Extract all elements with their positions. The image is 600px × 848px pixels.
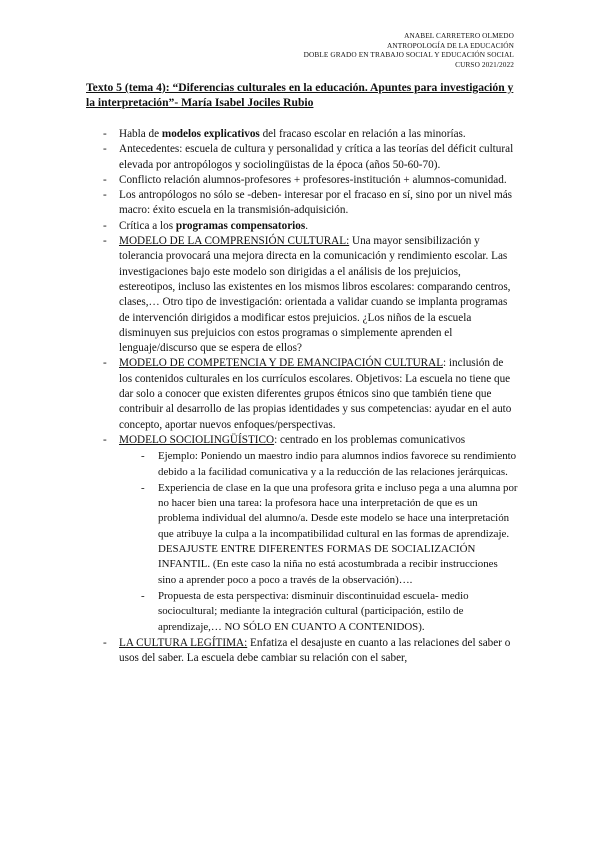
header-author: ANABEL CARRETERO OLMEDO [404, 31, 514, 40]
notes-list [86, 127, 518, 666]
sub-list-item: - Experiencia de clase en la que una profesora grita e incluso pega a una alumna por no hacer bien una tarea: la profesora hace una interpretación de que es un problema individual del alumno/a. Desde este modelo se hace una interpretación que atribuye la culpa a la incompatibilidad cultural en las formas de aprendizaje. DESAJUSTE ENTRE DIFERENTES FORMAS DE SOCIALIZACIÓN INFANTIL. (En este caso la niña no está acostumbrada a recibir instrucciones sino a aprender poco a poco a través de la observación)…. [86, 481, 518, 588]
header-degree: DOBLE GRADO EN TRABAJO SOCIAL Y EDUCACIÓN SOCIAL [303, 50, 514, 60]
document-title: Texto 5 (tema 4): “Diferencias culturales en la educación. Apuntes para investigación y la interpretación”- María Isabel Jociles Rubio [86, 81, 514, 109]
list-item: - Los antropólogos no sólo se -deben- interesar por el fracaso en sí, sino por un nivel más macro: éxito escuela en la transmisión-adquisición. [86, 188, 518, 219]
list-item-cultura-legitima: - LA CULTURA LEGÍTIMA: Enfatiza el desajuste en cuanto a las relaciones del saber o usos del saber. La escuela debe cambiar su relación con el saber, [86, 636, 518, 667]
model-heading: MODELO DE LA COMPRENSIÓN CULTURAL: [119, 235, 350, 248]
sub-list-item: - Propuesta de esta perspectiva: disminuir discontinuidad escuela- medio sociocultural; mediante la integración cultural (participación, estilo de aprendizaje,… NO SÓLO EN CUANTO A CONTENIDOS). [86, 589, 518, 635]
header-subject: ANTROPOLOGÍA DE LA EDUCACIÓN [386, 40, 514, 50]
list-item-comprension-cultural: - MODELO DE LA COMPRENSIÓN CULTURAL: Una mayor sensibilización y tolerancia provocará una mejora directa en la comunicación y rendimiento escolar. Las investigaciones bajo este modelo son dirigidas a el análisis de los prejuicios, estereotipos, incluso las existentes en los mismos libros escolares: comparando centros, clases,… Otro tipo de investigación: orientada a validar cuando se implanta programas de intervención dirigidos a modificar estos prejuicios. ¿Los niños de la escuela disminuyen sus prejuicios con estos programas o simplemente aprenden el lenguaje/discurso que se espera de ellos? [86, 234, 518, 356]
model-heading: MODELO SOCIOLINGÜÍSTICO [119, 433, 275, 446]
model-heading: LA CULTURA LEGÍTIMA: [119, 636, 248, 649]
sub-list-item: - Ejemplo: Poniendo un maestro indio para alumnos indios favorece su rendimiento debido a la facilidad comunicativa y a la reducción de las relaciones jerárquicas. [86, 449, 518, 480]
list-item-competencia-emancipacion: - MODELO DE COMPETENCIA Y DE EMANCIPACIÓN CULTURAL: inclusión de los contenidos culturales en los currículos escolares. Objetivos: La escuela no tiene que dar solo a conocer que existen diferentes grupos étnicos sino que también tiene que contribuir al desarrollo de las propias identidades y sus competencias: ayudar en el auto concepto, aportar nuevos enfoques/perspectivas. [86, 356, 518, 432]
list-item: - Antecedentes: escuela de cultura y personalidad y crítica a las teorías del déficit cultural elevada por antropólogos y sociolingüistas de la época (años 50-60-70). [86, 142, 518, 173]
document-header [304, 31, 514, 70]
list-item: - Conflicto relación alumnos-profesores + profesores-institución + alumnos-comunidad. [86, 173, 518, 188]
header-course: CURSO 2021/2022 [455, 60, 514, 70]
list-item: - Habla de modelos explicativos del fracaso escolar en relación a las minorías. [86, 127, 518, 142]
model-heading: MODELO DE COMPETENCIA Y DE EMANCIPACIÓN CULTURAL [119, 357, 444, 370]
list-item: - Crítica a los programas compensatorios. [86, 219, 518, 234]
list-item-sociolinguistico: - MODELO SOCIOLINGÜÍSTICO: centrado en los problemas comunicativos [86, 433, 518, 448]
